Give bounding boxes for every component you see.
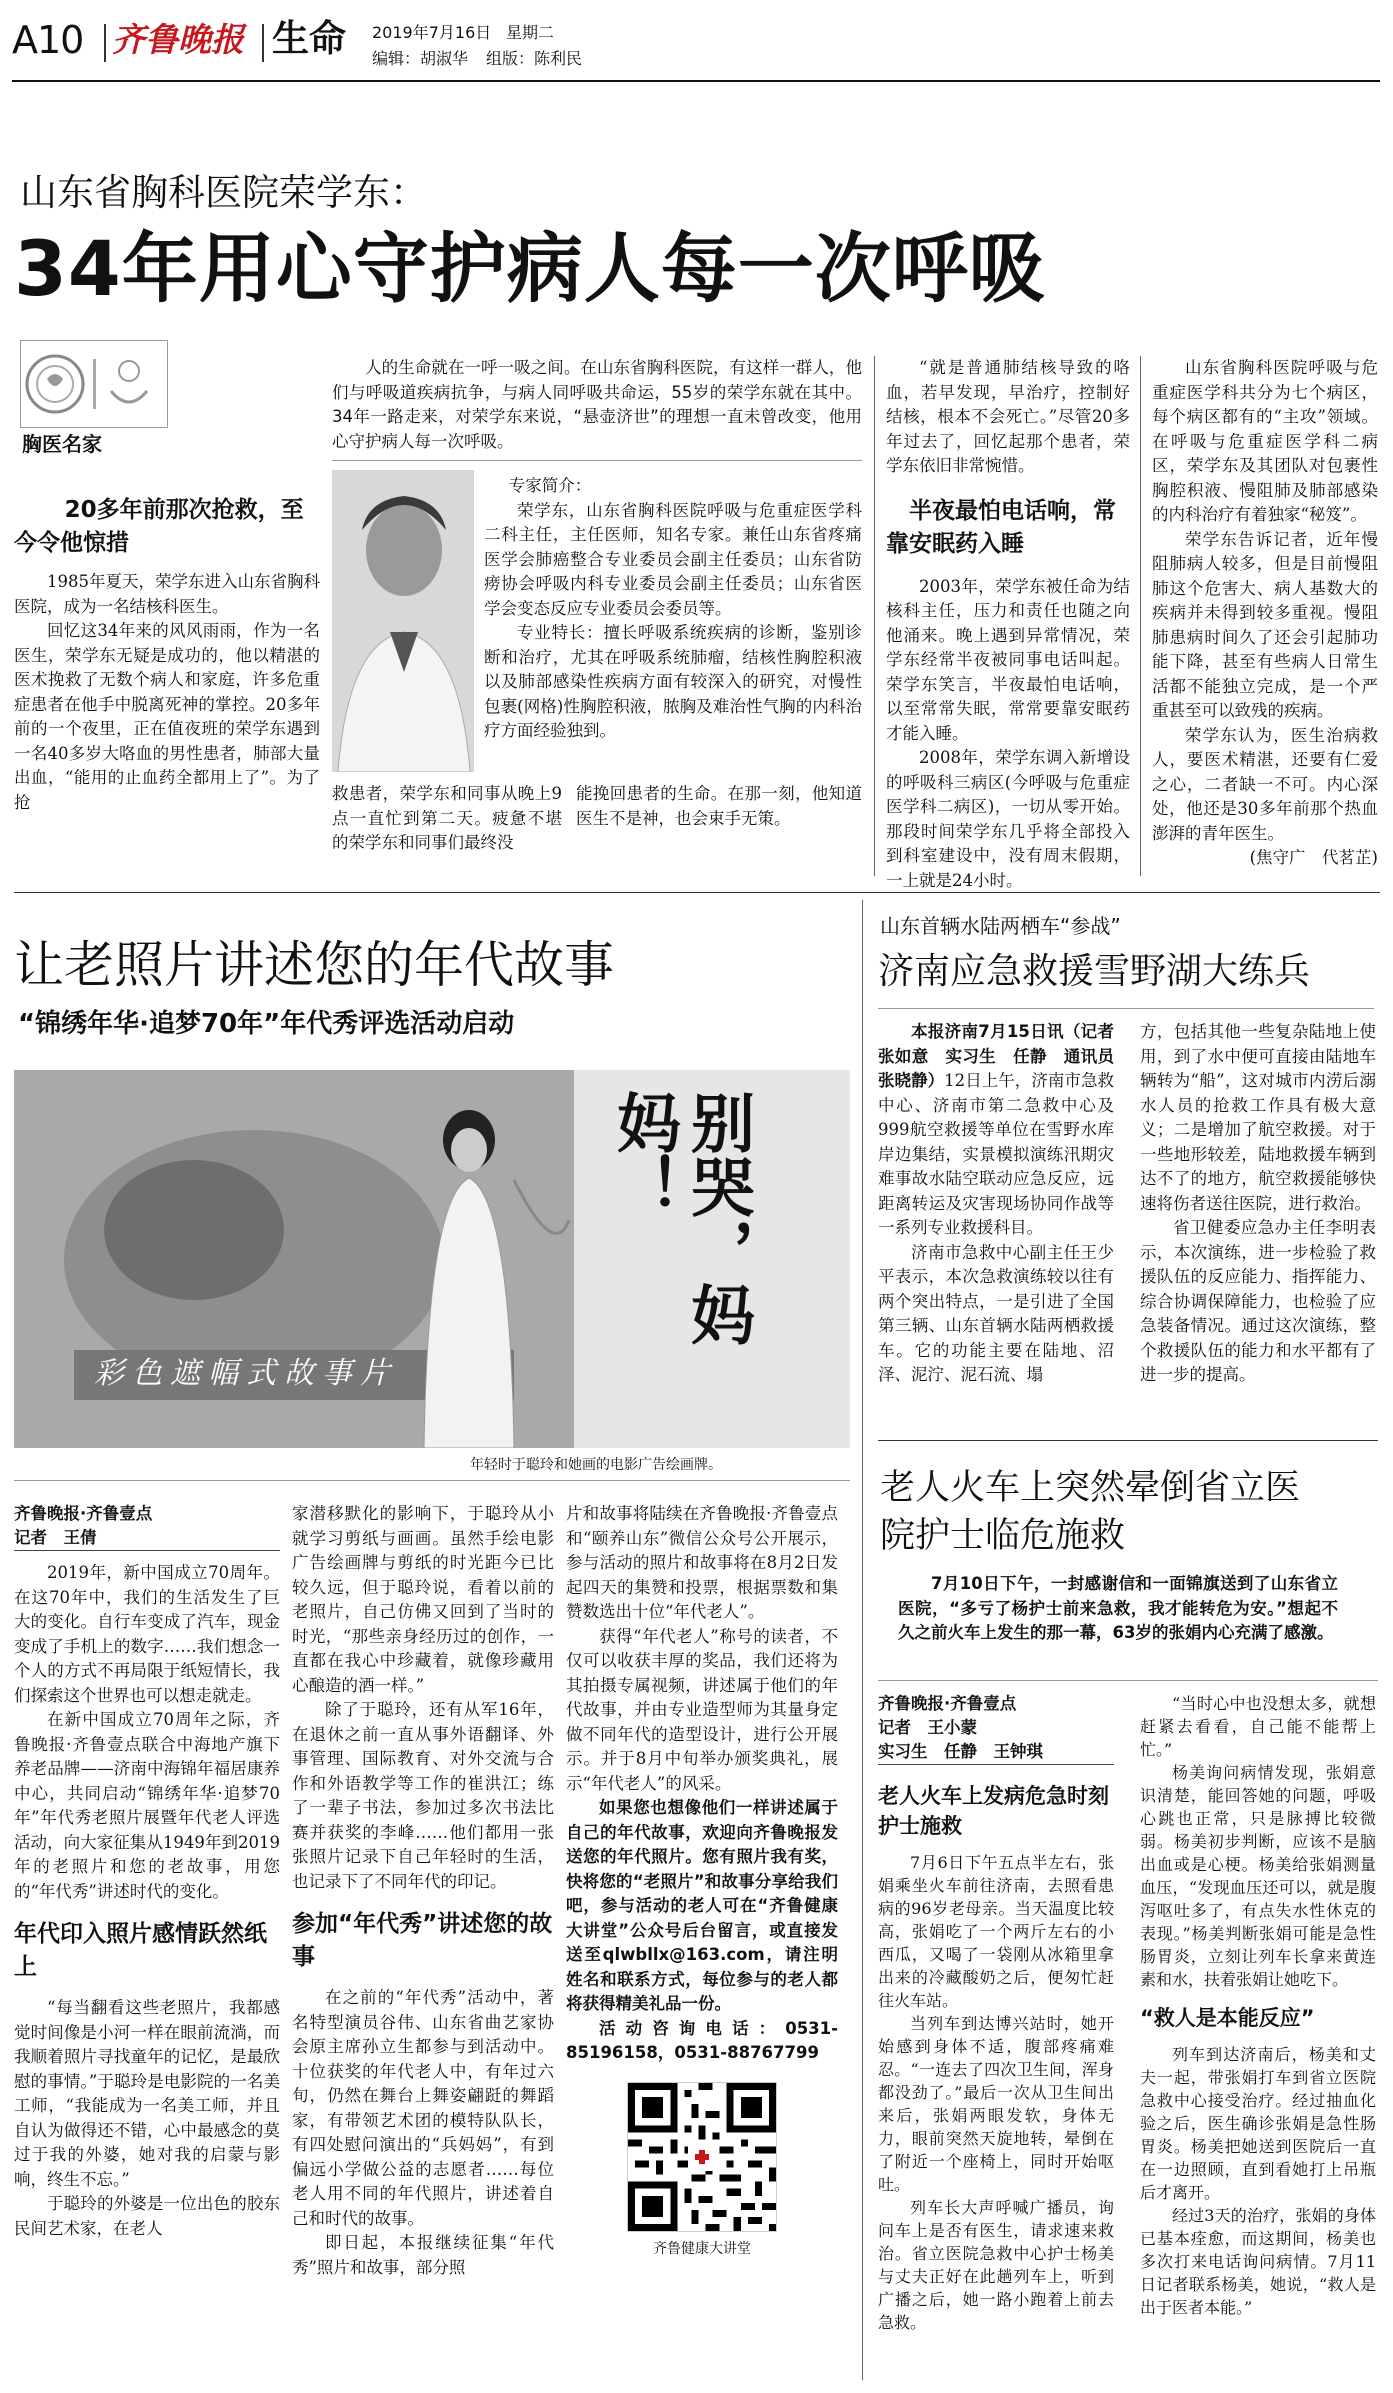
- story4-subhead-2: “救人是本能反应”: [1140, 2006, 1315, 2030]
- story3-kicker: 山东首辆水陆两栖车“参战”: [880, 914, 1121, 938]
- story3-rule: [878, 1008, 1374, 1009]
- hospital-logo: [20, 340, 168, 428]
- story2-c2-p4: 即日起，本报继续征集“年代秀”照片和故事，部分照: [292, 2233, 554, 2277]
- story3-dateline: 本报济南7月15日讯（记者 张如意 实习生 任静 通讯员 张晓静）: [878, 1022, 1131, 1090]
- story4-c2-p2: 杨美询问病情发现，张娟意识清楚，能回答她的问题，呼吸心跳也正常，只是脉搏比较微弱。杨美初步判断，应该不是脑出血或是心梗。杨美给张娟测量血压，“发现血压还可以，就是腹泻呕吐多了，有点失水性休克的表现。”杨美判断张娟可能是急性肠胃炎，立刻让列车长拿来黄连素和水，扶着张娟让她吃下。: [1140, 1763, 1376, 1989]
- portrait-photo: [332, 470, 474, 772]
- story4-subhead-1: 老人火车上发病危急时刻护士施救: [878, 1784, 1109, 1838]
- section-name: 生命: [272, 17, 346, 60]
- story4-lead-rule: [878, 1680, 1378, 1681]
- story1-lead-text: 人的生命就在一呼一吸之间。在山东省胸科医院，有这样一群人，他们与呼吸道疾病抗争，与病人同呼吸共命运，55岁的荣学东就在其中。34年一路走来，对荣学东来说，“悬壶济世”的理想一直未曾改变，他用心守护病人每一次呼吸。: [332, 358, 862, 451]
- layout-credit: 组版：陈利民: [486, 49, 583, 68]
- story3-c1-p1: 12日上午，济南市急救中心、济南市第二急救中心及999航空救援等单位在雪野水库岸边集结，实景模拟演练汛期灾难事故水陆空联动应急反应，远距离转运及灾害现场协同作战等一系列专业救援科目。: [878, 1071, 1114, 1237]
- story4-c2-p4: 经过3天的治疗，张娟的身体已基本痊愈，而这期间，杨美也多次打来电话询问病情。7月11日记者联系杨美，她说，“救人是出于医者本能。”: [1140, 2206, 1376, 2317]
- story3-col2: [1140, 1020, 1376, 1388]
- story1-col1-p2: 回忆这34年来的风风雨雨，作为一名医生，荣学东无疑是成功的，他以精湛的医术挽救了无数个病人和家庭，许多危重症患者在他手中脱离死神的掌控。20多年前的一个夜里，正在值夜班的荣学东遇到一名40多岁大咯血的男性患者，肺部大量出血，“能用的止血药全都用上了”。为了抢: [14, 621, 320, 812]
- story2-subhead-1: 年代印入照片感情跃然纸上: [14, 1921, 267, 1980]
- story1-col4-p2: 2003年，荣学东被任命为结核科主任，压力和责任也随之向他涌来。晚上遇到异常情况，荣学东经常半夜被同事电话叫起。荣学东笑言，半夜最怕电话响，以至常常失眠，常常要靠安眠药才能入睡。: [886, 576, 1130, 743]
- story4-headline: 老人火车上突然晕倒省立医院护士临危施救: [880, 1468, 1301, 1556]
- poster-slogan: 别哭，妈妈！: [606, 1090, 755, 1346]
- story1-col1-p1: 1985年夏天，荣学东进入山东省胸科医院，成为一名结核科医生。: [14, 572, 320, 616]
- story2-c3-p3: 如果您也想像他们一样讲述属于自己的年代故事，欢迎向齐鲁晚报发送您的年代照片。您有照片我有奖，快将您的“老照片”和故事分享给我们吧，参与活动的老人可在“齐鲁健康大讲堂”公众号后台留言，或直接发送至qlwbllx@163.com，请注明姓名和联系方式，每位参与的老人都将获得精美礼品一份。: [566, 1798, 838, 2013]
- qr-code: [627, 2082, 777, 2232]
- story1-credit: (焦守广 代茗芷): [1249, 848, 1378, 867]
- story1-col5: [1152, 356, 1378, 871]
- story4-lead: [898, 1572, 1338, 1646]
- story2-c3-p2: 获得“年代老人”称号的读者，不仅可以收获丰厚的奖品，我们还将为其拍摄专属视频，讲述属于他们的年代故事，并由专业造型师为其量身定做不同年代的造型设计，进行公开展示。并于8月中旬举办颁奖典礼，展示“年代老人”的风采。: [566, 1626, 838, 1793]
- story1-col2-p1: 救患者，荣学东和同事从晚上9点一直忙到第二天。疲惫不堪的荣学东和同事们最终没: [332, 784, 562, 852]
- story4-c1-p1: 7月6日下午五点半左右，张娟乘坐火车前往济南，去照看患病的96岁老母亲。当天温度比较高，张娟吃了一个两斤左右的小西瓜，又喝了一袋刚从冰箱里拿出来的冷藏酸奶之后，便匆忙赶往火车站。: [878, 1853, 1114, 2010]
- story1-col3-p1: 能挽回患者的生命。在那一刻，他知道医生不是神，也会束手无策。: [576, 784, 862, 828]
- story4-col2: [1140, 1692, 1376, 2319]
- story3-c1-p2: 济南市急救中心副主任王少平表示，本次急救演练较以往有两个突出特点，一是引进了全国第三辆、山东首辆水陆两栖救援车。它的功能主要在陆地、沼泽、泥泞、泥石流、塌: [878, 1242, 1114, 1384]
- story4-col1: [878, 1692, 1114, 2334]
- story4-c1-p3: 列车长大声呼喊广播员，询问车上是否有医生，请求速来救治。省立医院急救中心护士杨美与丈夫正好在此趟列车上，听到广播之后，她一路小跑着上前去急救。: [878, 2198, 1114, 2332]
- story1-divider-a: [874, 356, 875, 876]
- story1-col5-p3: 荣学东认为，医生治病救人，要医术精湛，还要有仁爱之心，二者缺一不可。内心深处，他还是30多年前那个热血澎湃的青年医生。: [1152, 725, 1378, 843]
- profile-box: [484, 474, 862, 744]
- masthead-divider: [104, 24, 106, 62]
- profile-bio: 荣学东，山东省胸科医院呼吸与危重症医学科二科主任，主任医师，知名专家。兼任山东省疼痛医学会肺癌整合专业委员会副主任委员；山东省防痨协会呼吸内科专业委员会副主任委员；山东省医学会变态反应专业委员会委员等。: [484, 500, 862, 618]
- story2-col2: [292, 1502, 554, 2280]
- story3-c2-p2: 省卫健委应急办主任李明表示，本次演练，进一步检验了救援队伍的反应能力、指挥能力、综合协调保障能力，也检验了应急装备情况。通过这次演练，整个救援队伍的能力和水平都有了进一步的提高。: [1140, 1218, 1376, 1384]
- story1-headline: 34年用心守护病人每一次呼吸: [14, 224, 1046, 313]
- story1-col5-p2: 荣学东告诉记者，近年慢阻肺病人较多，但是目前慢阻肺这个危害大、病人基数大的疾病并未得到较多重视。慢阻肺患病时间久了还会引起肺功能下降，甚至有些病人日常生活都不能独立完成，是一个严重甚至可以致残的疾病。: [1152, 529, 1378, 720]
- story4-byline-interns: 实习生 任静 王钟琪: [878, 1740, 1114, 1765]
- story2-c1-p4: 于聪玲的外婆是一位出色的胶东民间艺术家，在老人: [14, 2194, 280, 2238]
- story1-col5-p1: 山东省胸科医院呼吸与危重症医学科共分为七个病区，每个病区都有的“主攻”领域。在呼吸与危重症医学科二病区，荣学东及其团队对包裹性胸腔积液、慢阻肺及肺部感染的内科治疗有着独家“秘笈”。: [1152, 358, 1378, 524]
- masthead-divider-2: [262, 24, 264, 62]
- story2-col1: [14, 1502, 280, 2241]
- story4-byline-org: 齐鲁晚报·齐鲁壹点: [878, 1694, 1017, 1713]
- story4-c2-p3: 列车到达济南后，杨美和丈夫一起，带张娟打车到省立医院急救中心接受治疗。经过抽血化验之后，医生确诊张娟是急性肠胃炎。杨美把她送到医院后一直在一边照顾，直到看她打上吊瓶后才离开。: [1140, 2045, 1376, 2202]
- lead-rule: [332, 460, 862, 461]
- story1-subhead-1: 20多年前那次抢救，至今令他惊措: [14, 497, 304, 556]
- story1-col4-p1: “就是普通肺结核导致的咯血，若早发现，早治疗，控制好结核，根本不会死亡。”尽管20多年过去了，回忆起那个患者，荣学东依旧非常惋惜。: [886, 358, 1130, 475]
- story3-bottom-rule: [878, 1440, 1378, 1441]
- story3-c2-p1: 方，包括其他一些复杂陆地上使用，到了水中便可直接由陆地车辆转为“船”，这对城市内涝后溺水人员的抢救工作具有极大意义；二是增加了航空救援。对于一些地形较差，陆地救援车辆到达不了的地方，航空救援能够快速将伤者送往医院，进行救治。: [1140, 1022, 1376, 1213]
- story2-photo-caption: 年轻时于聪玲和她画的电影广告绘画牌。: [470, 1457, 722, 1473]
- story1-kicker: 山东省胸科医院荣学东：: [20, 171, 427, 214]
- story1-col4-p3: 2008年，荣学东调入新增设的呼吸科三病区(今呼吸与危重症医学科二病区)，一切从零开始。那段时间荣学东几乎将全部投入到科室建设中，没有周末假期，一上就是24小时。: [886, 748, 1130, 890]
- qr-caption: 齐鲁健康大讲堂: [653, 2240, 751, 2257]
- story2-subhead: “锦绣年华·追梦70年”年代秀评选活动启动: [18, 1009, 515, 1039]
- story2-c1-p2: 在新中国成立70周年之际，齐鲁晚报·齐鲁壹点联合中海地产旗下养老品牌——济南中海锦年福居康养中心，共同启动“锦绣年华·追梦70年”年代秀老照片展暨年代老人评选活动，向大家征集从1949年到2019年的老照片和您的老故事，用您的“年代秀”讲述时代的变化。: [14, 1710, 280, 1901]
- story1-col1: [14, 474, 320, 815]
- story2-c1-p3: “每当翻看这些老照片，我都感觉时间像是小河一样在眼前流淌，而我顺着照片寻找童年的记忆，是最欣慰的事情。”于聪玲是电影院的一名美工师，“我能成为一名美工师，并且自认为做得还不错，心中最感念的莫过于我的外婆，她对我的启蒙与影响，终生不忘。”: [14, 1998, 280, 2189]
- issue-date: 2019年7月16日: [372, 23, 492, 42]
- story1-col2: [332, 782, 562, 856]
- story3-col1: [878, 1020, 1131, 1388]
- profile-specialty: 专业特长：擅长呼吸系统疾病的诊断，鉴别诊断和治疗，尤其在呼吸系统肺瘤，结核性胸腔积液以及肺部感染性疾病方面有较深入的研究，对慢性包裹(网格)性胸腔积液，脓胸及难治性气胸的内科治疗方面经验独到。: [484, 623, 862, 740]
- story1-col4: [886, 356, 1130, 893]
- story2-c2-p1: 家潜移默化的影响下，于聪玲从小就学习剪纸与画画。虽然手绘电影广告绘画牌与剪纸的时光距今已比较久远，但于聪玲说，看着以前的老照片，自己仿佛又回到了当时的时光，“那些亲身经历过的创作，一直都在我心中珍藏着，就像珍藏用心酿造的酒一样。”: [292, 1504, 554, 1695]
- caption-rule: [14, 1480, 850, 1481]
- story2-subhead-2: 参加“年代秀”讲述您的故事: [292, 1911, 553, 1970]
- story1-col3: [576, 782, 862, 831]
- story2-col3: [566, 1502, 838, 2260]
- page-number: A10: [12, 18, 84, 62]
- story2-photo: [14, 1070, 850, 1448]
- story1-lead: [332, 356, 862, 454]
- editor-credit: 编辑：胡淑华: [372, 49, 469, 68]
- center-divider: [862, 900, 863, 2380]
- poster-banner: 彩色遮幅式故事片: [94, 1356, 398, 1391]
- story4-c1-p2: 当列车到达博兴站时，她开始感到身体不适，腹部疼痛难忍。“一连去了四次卫生间，浑身都没劲了。”最后一次从卫生间出来后，张娟两眼发软，身体无力，眼前突然天旋地转，晕倒在了附近一个座椅上，同时开始呕吐。: [878, 2014, 1114, 2194]
- paper-name: 齐鲁晚报: [112, 20, 244, 59]
- story2-c3-contact: 活动咨询电话：0531-85196158，0531-88767799: [566, 2018, 838, 2062]
- story1-bottom-rule: [14, 892, 1380, 893]
- story2-c1-p1: 2019年，新中国成立70周年。在这70年中，我们的生活发生了巨大的变化。自行车变成了汽车，现金变成了手机上的数字……我们想念一个人的方式不再局限于纸短情长，我们探索这个世界也可以想走就走。: [14, 1563, 280, 1705]
- story1-divider-b: [1140, 356, 1141, 876]
- story2-byline-org: 齐鲁晚报·齐鲁壹点: [14, 1504, 153, 1523]
- story2-headline: 让老照片讲述您的年代故事: [14, 936, 614, 994]
- story2-c3-p1: 片和故事将陆续在齐鲁晚报·齐鲁壹点和“颐养山东”微信公众号公开展示，参与活动的照片和故事将在8月2日发起四天的集赞和投票，根据票数和集赞数选出十位“年代老人”。: [566, 1504, 838, 1621]
- story3-headline: 济南应急救援雪野湖大练兵: [878, 951, 1311, 992]
- column-label: 胸医名家: [22, 432, 102, 456]
- masthead-rule: [12, 80, 1380, 82]
- story4-byline-reporter: 记者 王小蒙: [878, 1718, 977, 1737]
- story1-subhead-2: 半夜最怕电话响，常靠安眠药入睡: [886, 497, 1116, 557]
- profile-title: 专家简介：: [508, 476, 592, 495]
- story2-c2-p3: 在之前的“年代秀”活动中，著名特型演员谷伟、山东省曲艺家协会原主席孙立生都参与到活动中。十位获奖的年代老人中，有年过六旬，仍然在舞台上舞姿翩跹的舞蹈家，有带领艺术团的模特队队长，有四处慰问演出的“兵妈妈”，有到偏远小学做公益的志愿者……每位老人用不同的年代照片，讲述着自己和时代的故事。: [292, 1988, 554, 2228]
- story4-lead-text: 7月10日下午，一封感谢信和一面锦旗送到了山东省立医院，“多亏了杨护士前来急救，我才能转危为安。”想起不久之前火车上发生的那一幕，63岁的张娟内心充满了感激。: [898, 1574, 1338, 1642]
- issue-weekday: 星期二: [506, 23, 555, 42]
- story2-byline-reporter: 记者 王倩: [14, 1526, 280, 1551]
- story2-c2-p2: 除了于聪玲，还有从军16年，在退休之前一直从事外语翻译、外事管理、国际教育、对外交流与合作和外语教学等工作的崔洪江；练了一辈子书法，参加过多次书法比赛并获奖的李峰……他们都用一张张照片记录下自己年轻时的生活，也记录下了不同年代的印记。: [292, 1700, 554, 1891]
- story4-c2-p1: “当时心中也没想太多，就想赶紧去看看，自己能不能帮上忙。”: [1140, 1694, 1376, 1759]
